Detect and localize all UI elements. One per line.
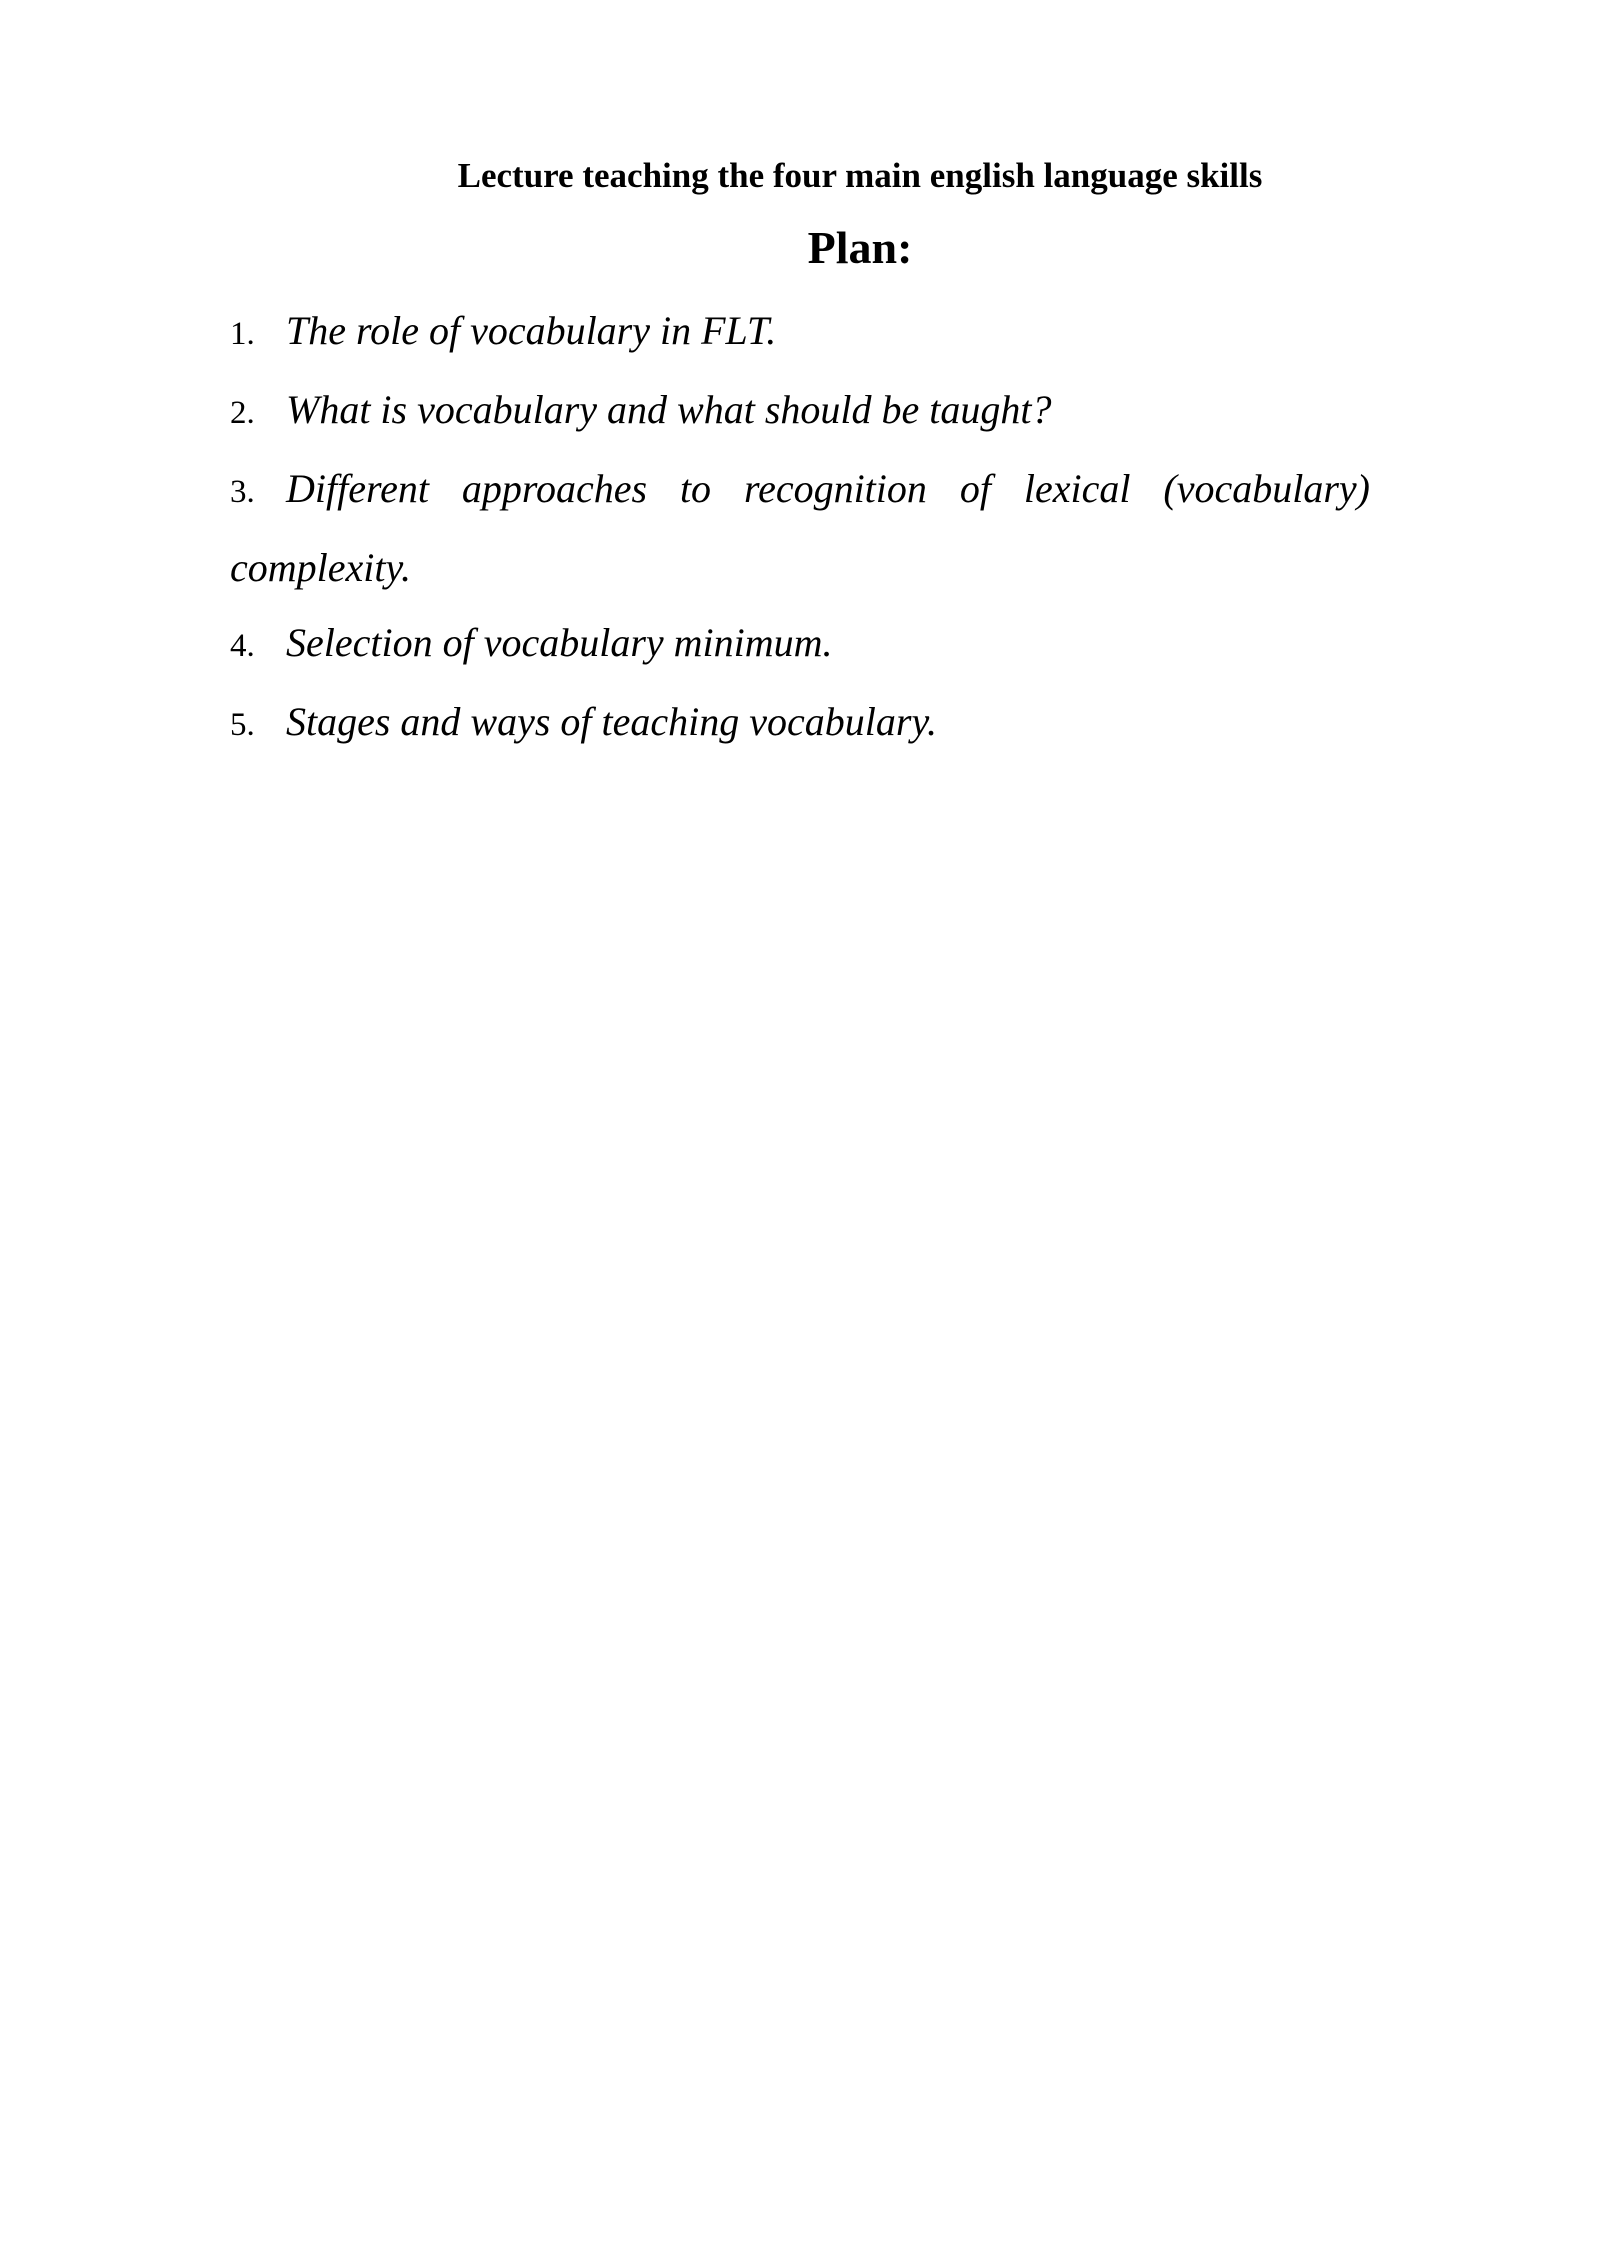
plan-item-number: 4. xyxy=(230,628,255,664)
plan-item-line xyxy=(230,451,1370,530)
plan-item-text: Different approaches to recognition of lexical (vocabulary) xyxy=(286,466,1370,511)
plan-item-number: 1. xyxy=(230,316,255,352)
plan-item-text: What is vocabulary and what should be taught? xyxy=(286,387,1052,432)
plan-item-3 xyxy=(230,451,1370,605)
plan-item-text: Selection of vocabulary minimum. xyxy=(286,620,833,665)
plan-item-text: The role of vocabulary in FLT. xyxy=(286,308,777,353)
plan-item-number: 5. xyxy=(230,707,255,743)
plan-item-1 xyxy=(230,293,1370,372)
plan-item-number: 3. xyxy=(230,474,255,510)
plan-heading: Plan: xyxy=(807,222,913,273)
plan-item-2 xyxy=(230,372,1370,451)
plan-list xyxy=(230,293,1370,763)
plan-item-text-continuation: complexity. xyxy=(230,545,412,590)
plan-item-text: Stages and ways of teaching vocabulary. xyxy=(286,699,938,744)
plan-item-5 xyxy=(230,684,1370,763)
plan-item-4 xyxy=(230,605,1370,684)
plan-item-number: 2. xyxy=(230,395,255,431)
document-title: Lecture teaching the four main english language skills xyxy=(457,156,1263,195)
